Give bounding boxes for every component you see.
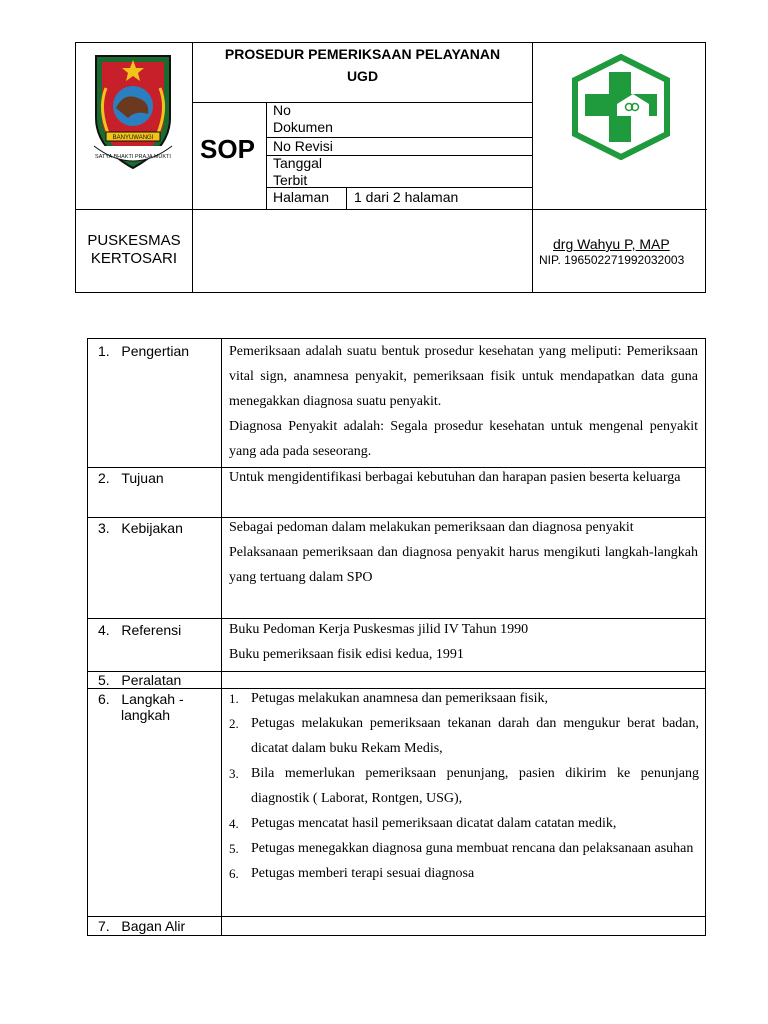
title-line-1: PROSEDUR PEMERIKSAAN PELAYANAN [224,46,501,62]
steps-list [223,686,699,886]
row-kebijakan-label: 3. Kebijakan [98,520,183,536]
row-peralatan-label: 5. Peralatan [98,672,182,688]
row-bagan-alir-label: 7. Bagan Alir [98,918,186,934]
row-tujuan-content: Untuk mengidentifikasi berbagai kebutuhan dan harapan pasien beserta keluarga [229,470,681,485]
header-table [75,42,706,293]
signer-name: drg Wahyu P, MAP [553,236,670,252]
row-kebijakan-content: Sebagai pedoman dalam melakukan pemeriksaan dan diagnosa penyakit Pelaksanaan pemeriksaan dan diagnosa penyakit harus mengikuti langkah-langkah yang tertuang dalam SPO [229,520,698,585]
svg-text:SATYA BHAKTI PRAJA MUKTI: SATYA BHAKTI PRAJA MUKTI [95,154,171,160]
row-referensi-content: Buku Pedoman Kerja Puskesmas jilid IV Tahun 1990 Buku pemeriksaan fisik edisi kedua, 1991 [229,622,529,662]
signer-nip: NIP. 196502271992032003 [539,253,685,267]
field-no-revisi-label: No Revisi [273,138,333,154]
step-item: 1. Petugas melakukan anamnesa dan pemeriksaan fisik, [229,691,549,706]
row-langkah-content [223,686,699,886]
field-halaman-label: Halaman [273,189,330,205]
step-item: 4. Petugas mencatat hasil pemeriksaan dicatat dalam catatan medik, [229,816,617,831]
row-pengertian-label: 1. Pengertian [98,343,190,359]
step-item: 5. Petugas menegakkan diagnosa guna membuat rencana dan pelaksanaan asuhan [229,841,694,856]
row-referensi-label: 4. Referensi [98,622,182,638]
step-item: 3. Bila memerlukan pemeriksaan penunjang, pasien dikirim ke penunjang diagnostik ( Laborat, Rontgen, USG), [229,766,699,806]
row-pengertian-content: Pemeriksaan adalah suatu bentuk prosedur kesehatan yang meliputi: Pemeriksaan vital sign, anamnesa penyakit, pemeriksaan fisik untuk mendapatkan data guna menegakkan diagnosa suatu penyakit. Diagnosa Penyakit adalah: Segala prosedur kesehatan untuk mengenal penyakit yang ada pada seseorang. [229,344,698,459]
puskesmas-logo-icon [569,54,673,160]
banyuwangi-emblem-icon [88,48,178,178]
step-item: 6. Petugas memberi terapi sesuai diagnosa [229,866,475,881]
title-line-2: UGD [346,68,379,84]
sop-label: SOP [200,134,255,164]
content-table [87,338,706,936]
field-tanggal-terbit-label: Tanggal Terbit [273,155,323,188]
row-tujuan-label: 2. Tujuan [98,470,164,486]
field-no-dokumen-label: No Dokumen [273,102,333,135]
step-item: 2. Petugas melakukan pemeriksaan tekanan darah dan mengukur berat badan, dicatat dalam buku Rekam Medis, [229,716,699,756]
organization-name: PUSKESMAS KERTOSARI [87,232,181,267]
svg-text:BANYUWANGI: BANYUWANGI [112,135,154,141]
document-title [193,43,532,87]
field-halaman-value: 1 dari 2 halaman [354,189,459,205]
row-langkah-label: 6. Langkah - langkah [98,691,184,723]
